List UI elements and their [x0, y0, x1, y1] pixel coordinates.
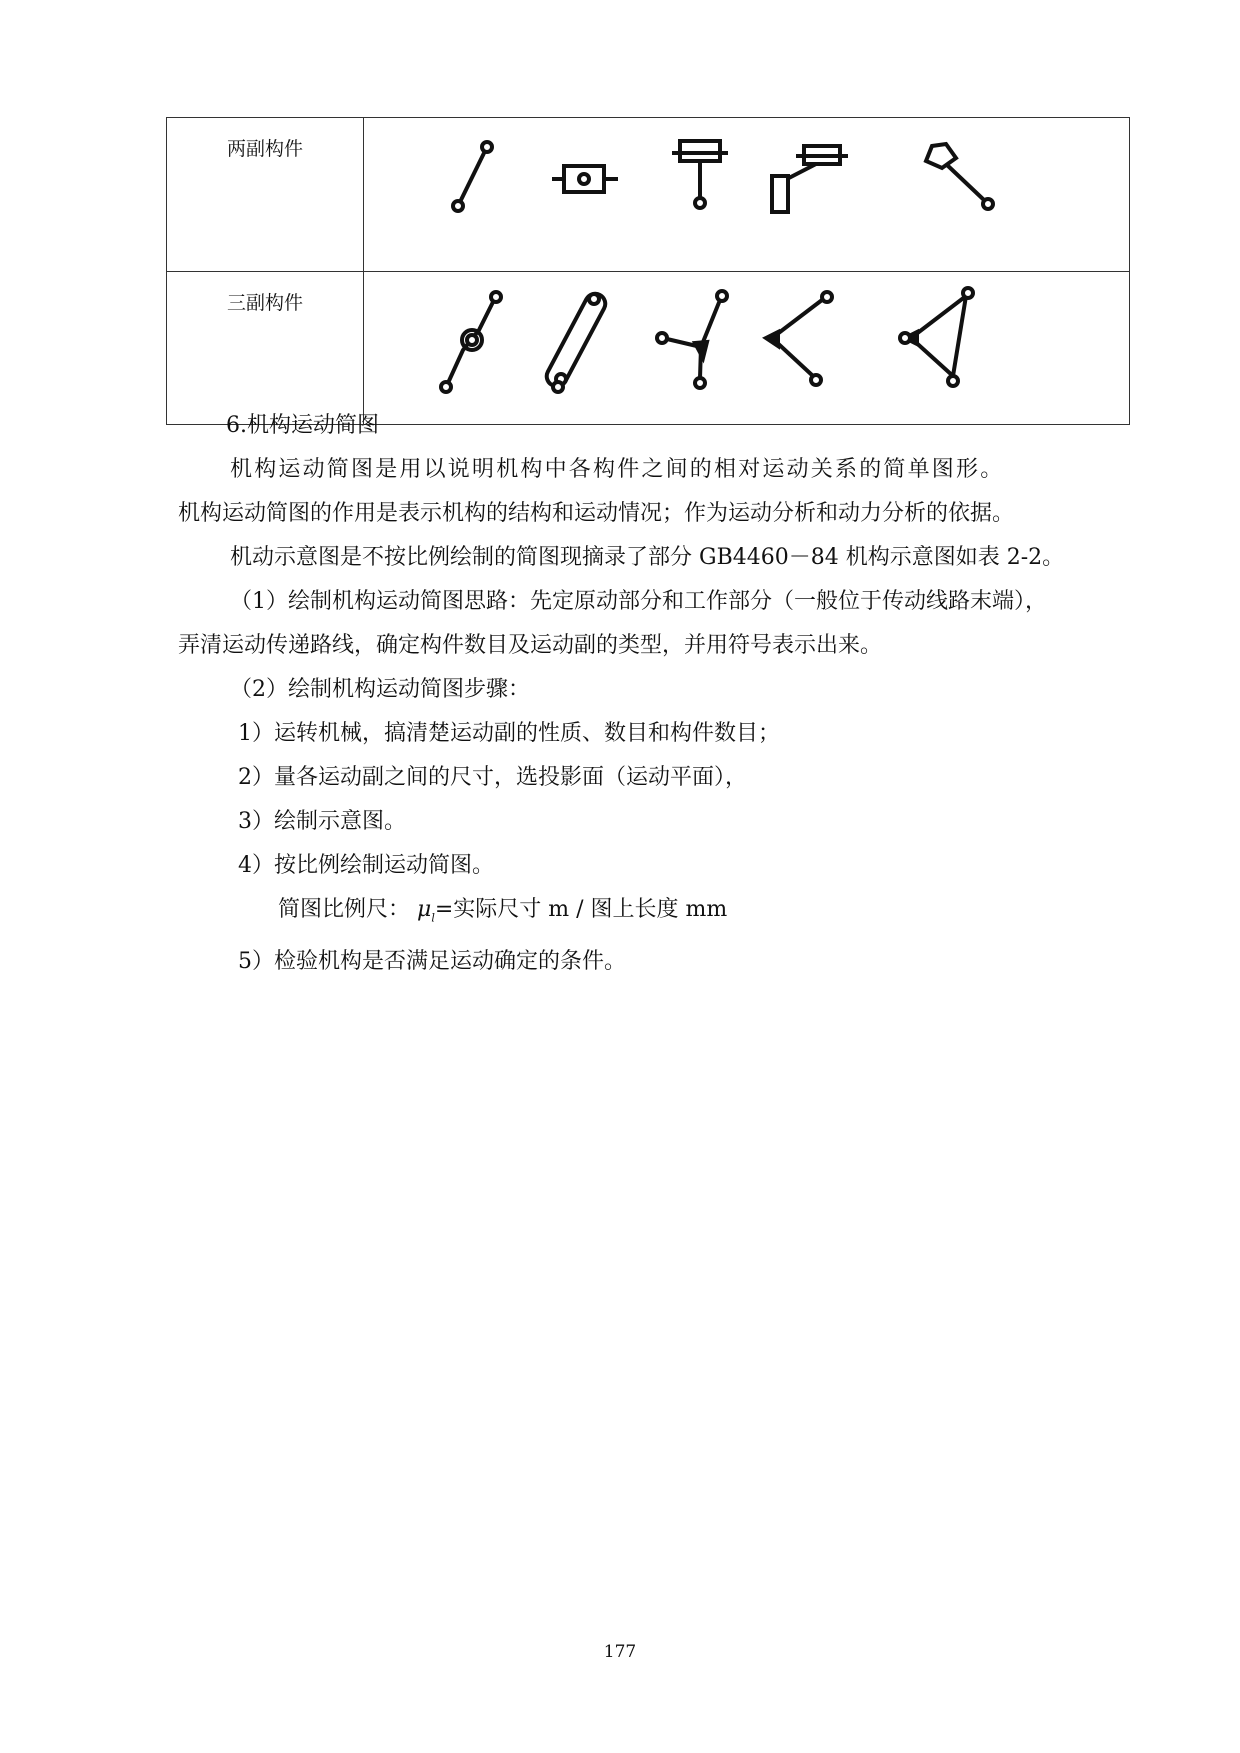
- binary-link-bar-icon: [453, 142, 492, 211]
- ternary-link-capsule-icon: [543, 290, 609, 392]
- section-heading: 6.机构运动简图: [226, 413, 379, 438]
- ternary-link-v-angle-icon: [766, 292, 832, 385]
- formula-prefix: 简图比例尺：: [278, 897, 411, 922]
- step-2: 2）量各运动副之间的尺寸，选投影面（运动平面），: [238, 765, 747, 790]
- scale-formula: [178, 888, 1128, 940]
- binary-link-offset-slider-icon: [772, 146, 848, 212]
- paragraph-approach: （1）绘制机构运动简图思路：先定原动部分和工作部分（一般位于传动线路末端），: [230, 589, 1047, 614]
- paragraph-definition: 机构运动简图是用以说明机构中各构件之间的相对运动关系的简单图形。: [230, 457, 1005, 482]
- step-1: 1）运转机械，搞清楚运动副的性质、数目和构件数目；: [238, 721, 780, 746]
- row-label-ternary: 三副构件: [167, 272, 364, 425]
- row-label-binary: 两副构件: [167, 118, 364, 272]
- binary-link-t-slider-icon: [672, 141, 728, 208]
- paragraph-steps-heading: （2）绘制机构运动简图步骤：: [230, 677, 530, 702]
- paragraph-approach-cont: 弄清运动传递路线，确定构件数目及运动副的类型，并用符号表示出来。: [178, 633, 883, 658]
- ternary-link-triangle-icon: [900, 288, 973, 386]
- paragraph-purpose: 机构运动简图的作用是表示机构的结构和运动情况；作为运动分析和动力分析的依据。: [178, 501, 1015, 526]
- mu-symbol: $\mu_l$: [417, 897, 435, 925]
- binary-symbols-drawing: [364, 118, 1130, 255]
- table-row-binary-link: [167, 118, 1130, 272]
- binary-link-cam-end-icon: [926, 144, 993, 209]
- ternary-link-y-junction-icon: [657, 291, 727, 388]
- step-4: 4）按比例绘制运动简图。: [238, 853, 494, 878]
- symbol-table: [166, 117, 1130, 425]
- step-3: 3）绘制示意图。: [238, 809, 406, 834]
- step-5: 5）检验机构是否满足运动确定的条件。: [238, 949, 626, 975]
- table-row-ternary-link: [167, 272, 1130, 425]
- binary-link-slider-block-icon: [552, 166, 618, 192]
- ternary-symbols-cell: [364, 272, 1130, 425]
- ternary-link-bent-bar-icon: [441, 292, 501, 392]
- page-number: 177: [603, 1642, 637, 1662]
- binary-symbols-cell: [364, 118, 1130, 272]
- ternary-symbols-drawing: [364, 272, 1130, 408]
- paragraph-schematic: 机动示意图是不按比例绘制的简图现摘录了部分 GB4460－84 机构示意图如表 2-2。: [230, 545, 1065, 570]
- formula-rest: =实际尺寸 m / 图上长度 mm: [434, 897, 728, 922]
- section-body: [178, 404, 1128, 984]
